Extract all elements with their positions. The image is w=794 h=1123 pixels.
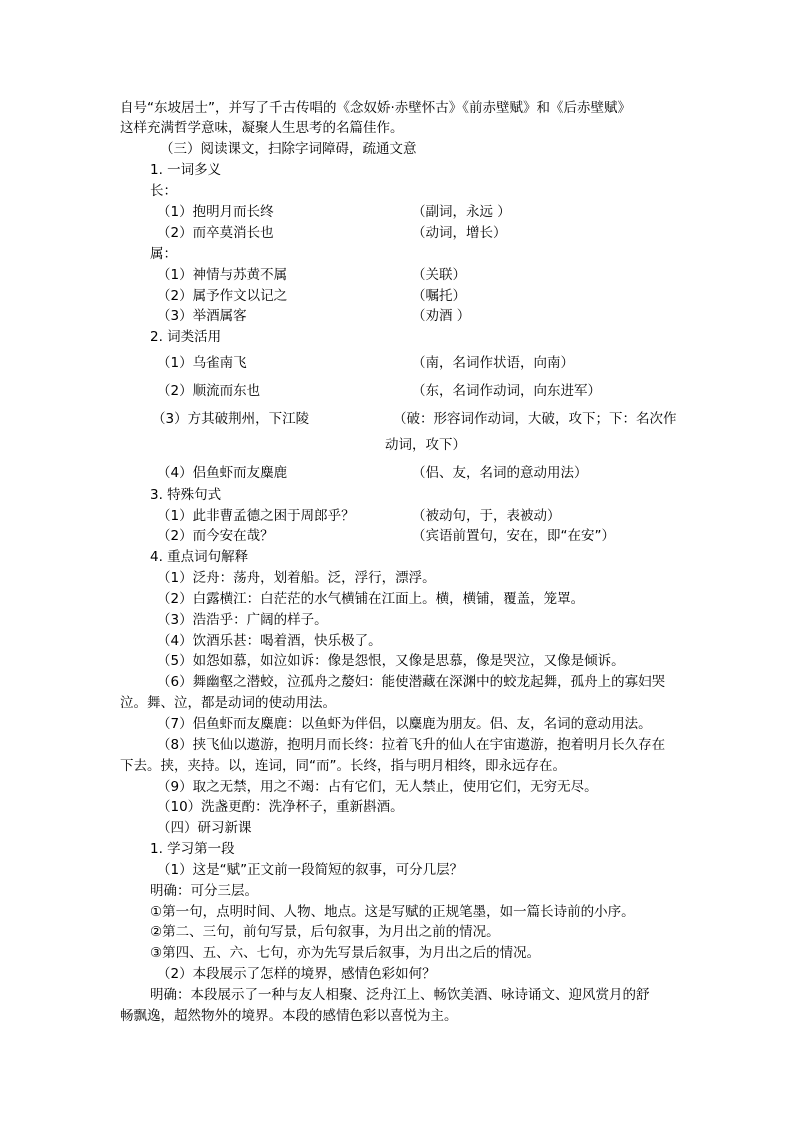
zhu-item-2: （2）属予作文以记之	[157, 288, 288, 304]
explain-item-6-line-2: 泣。舞、泣，都是动词的使动用法。	[120, 695, 336, 711]
explain-item-10: （10）洗盏更酌：洗净杯子，重新斟酒。	[157, 799, 404, 815]
explain-item-8-line-1: （8）挟飞仙以遨游，抱明月而长终：拉着飞升的仙人在宇宙遨游，抱着明月长久存在	[157, 737, 666, 753]
conversion-note-2: （东，名词作动词，向东进军）	[412, 383, 601, 399]
sentences-item-1: （1）此非曹孟德之困于周郎乎？	[157, 508, 355, 524]
zhu-item-1: （1）神情与苏黄不属	[157, 267, 288, 283]
zhu-note-3: （劝酒 ）	[412, 308, 471, 324]
explain-item-5: （5）如怨如慕，如泣如诉：像是怨恨，又像是思慕，像是哭泣，又像是倾诉。	[157, 653, 625, 669]
chang-note-2: （动词，增长）	[412, 225, 507, 241]
conversion-item-1: （1）乌雀南飞	[157, 355, 247, 371]
chang-note-1: （副词，永远 ）	[412, 204, 511, 220]
sentences-note-2: （宾语前置句，安在，即“在安”）	[412, 528, 615, 544]
answer-1: 明确：可分三层。	[150, 883, 258, 899]
layer-1: ①第一句，点明时间、人物、地点。这是写赋的正规笔墨，如一篇长诗前的小序。	[150, 904, 635, 920]
conversion-title: 2. 词类活用	[150, 329, 222, 345]
study-paragraph-1-title: 1. 学习第一段	[150, 841, 235, 857]
answer-2-line-2: 畅飘逸，超然物外的境界。本段的感情色彩以喜悦为主。	[120, 1008, 458, 1024]
explain-item-2: （2）白露横江：白茫茫的水气横铺在江面上。横，横铺，覆盖，笼罩。	[157, 591, 585, 607]
question-1: （1）这是“赋”正文前一段简短的叙事，可分几层？	[157, 862, 464, 878]
intro-line-2: 这样充满哲学意味，凝聚人生思考的名篇佳作。	[120, 120, 404, 136]
explain-item-9: （9）取之无禁，用之不竭：占有它们，无人禁止，使用它们，无穷无尽。	[157, 779, 598, 795]
chang-label: 长：	[150, 183, 177, 199]
sentences-item-2: （2）而今安在哉？	[157, 528, 274, 544]
explain-item-1: （1）泛舟：荡舟，划着船。泛，浮行，漂浮。	[157, 570, 436, 586]
explain-item-3: （3）浩浩乎：广阔的样子。	[157, 612, 328, 628]
zhu-note-2: （嘱托）	[412, 288, 466, 304]
chang-item-2: （2）而卒莫消长也	[157, 225, 274, 241]
sentences-title: 3. 特殊句式	[150, 487, 222, 503]
question-2: （2）本段展示了怎样的境界，感情色彩如何？	[157, 966, 436, 982]
intro-line-1: 自号“东坡居士”，并写了千古传唱的《念奴娇·赤壁怀古》《前赤壁赋》和《后赤壁赋》	[120, 100, 632, 116]
zhu-item-3: （3）举酒属客	[157, 308, 247, 324]
conversion-item-2: （2）顺流而东也	[157, 383, 261, 399]
polysemy-title: 1. 一词多义	[150, 162, 222, 178]
chang-item-1: （1）抱明月而长终	[157, 204, 274, 220]
conversion-note-3: （破：形容词作动词，大破，攻下；下：名次作	[393, 411, 677, 427]
conversion-item-4: （4）侣鱼虾而友麋鹿	[157, 465, 288, 481]
section-4-heading: （四）研习新课	[157, 820, 252, 836]
zhu-label: 属：	[150, 246, 177, 262]
conversion-note-1: （南，名词作状语，向南）	[412, 355, 574, 371]
conversion-note-4: （侣、友，名词的意动用法）	[412, 465, 588, 481]
explain-item-4: （4）饮酒乐甚：喝着酒，快乐极了。	[157, 633, 382, 649]
layer-3: ③第四、五、六、七句，亦为先写景后叙事，为月出之后的情况。	[150, 945, 541, 961]
explain-item-8-line-2: 下去。挟，夹持。以，连词，同“而”。长终，指与明月相终，即永远存在。	[120, 758, 566, 774]
explain-item-7: （7）侣鱼虾而友麋鹿：以鱼虾为伴侣，以麋鹿为朋友。侣、友，名词的意动用法。	[157, 716, 652, 732]
layer-2: ②第二、三句，前句写景，后句叙事，为月出之前的情况。	[150, 924, 500, 940]
answer-2-line-1: 明确：本段展示了一种与友人相聚、泛舟江上、畅饮美酒、咏诗诵文、迎风赏月的舒	[150, 987, 650, 1003]
zhu-note-1: （关联）	[412, 267, 466, 283]
sentences-note-1: （被动句，于，表被动）	[412, 508, 561, 524]
explain-item-6-line-1: （6）舞幽壑之潜蛟，泣孤舟之嫠妇：能使潜藏在深渊中的蛟龙起舞，孤舟上的寡妇哭	[157, 674, 666, 690]
conversion-item-3: （3）方其破荆州，下江陵	[152, 411, 310, 427]
section-3-heading: （三）阅读课文，扫除字词障碍，疏通文意	[160, 141, 417, 157]
conversion-note-3-cont: 动词，攻下）	[385, 437, 466, 453]
explain-title: 4. 重点词句解释	[150, 549, 249, 565]
